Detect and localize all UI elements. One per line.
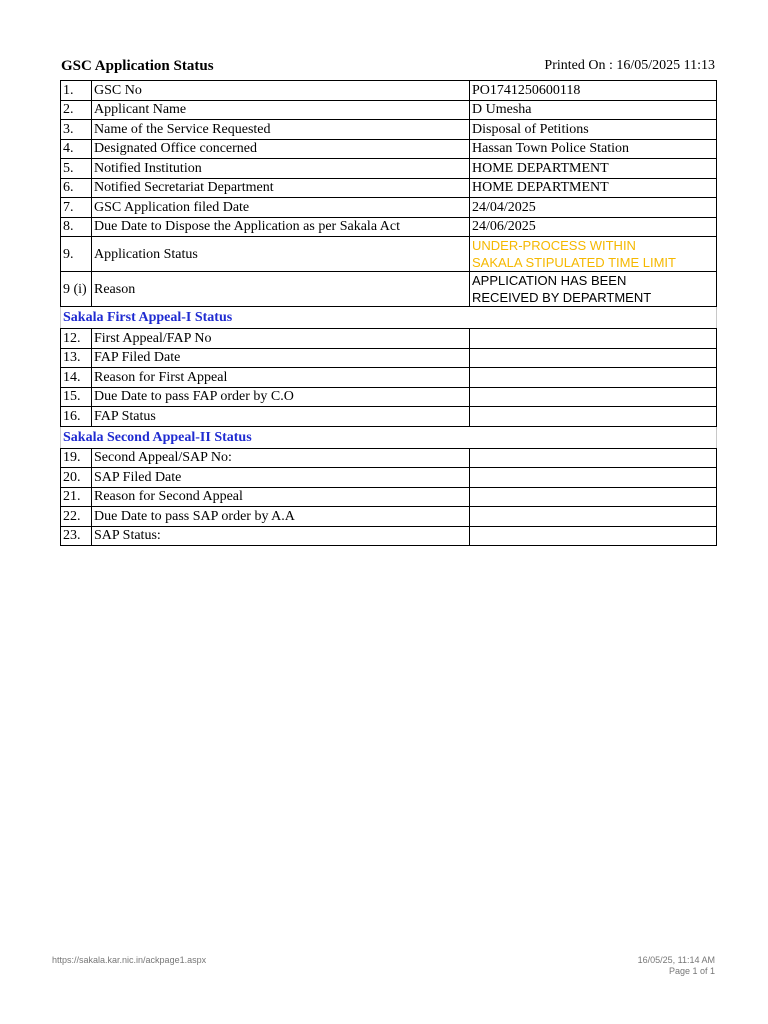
row-value: [470, 329, 717, 349]
row-number: 12.: [61, 329, 92, 349]
table-row: [61, 329, 717, 349]
table-row: [61, 368, 717, 388]
row-label: Due Date to Dispose the Application as per Sakala Act: [92, 217, 470, 237]
row-label: Reason: [92, 272, 470, 307]
table-row: [61, 487, 717, 507]
row-label: SAP Filed Date: [92, 468, 470, 488]
section-row: [61, 426, 717, 448]
row-label: Reason for Second Appeal: [92, 487, 470, 507]
row-value: [470, 526, 717, 546]
row-value: D Umesha: [470, 100, 717, 120]
document-header: [61, 58, 715, 78]
row-number: 19.: [61, 448, 92, 468]
table-row: [61, 387, 717, 407]
row-label: Due Date to pass SAP order by A.A: [92, 507, 470, 527]
row-value: PO1741250600118: [470, 81, 717, 101]
row-value: [470, 387, 717, 407]
row-label: Name of the Service Requested: [92, 120, 470, 140]
row-number: 16.: [61, 407, 92, 427]
row-value: 24/04/2025: [470, 198, 717, 218]
row-number: 2.: [61, 100, 92, 120]
table-row: [61, 217, 717, 237]
row-number: 14.: [61, 368, 92, 388]
row-label: Applicant Name: [92, 100, 470, 120]
row-label: Designated Office concerned: [92, 139, 470, 159]
table-row: [61, 407, 717, 427]
row-value: Hassan Town Police Station: [470, 139, 717, 159]
row-value: [470, 448, 717, 468]
row-label: GSC Application filed Date: [92, 198, 470, 218]
table-row: [61, 198, 717, 218]
row-number: 3.: [61, 120, 92, 140]
row-label: FAP Filed Date: [92, 348, 470, 368]
row-label: Application Status: [92, 237, 470, 272]
table-row: [61, 237, 717, 272]
row-value: HOME DEPARTMENT: [470, 159, 717, 179]
row-label: Due Date to pass FAP order by C.O: [92, 387, 470, 407]
row-number: 21.: [61, 487, 92, 507]
row-number: 4.: [61, 139, 92, 159]
row-label: SAP Status:: [92, 526, 470, 546]
row-label: FAP Status: [92, 407, 470, 427]
table-row: [61, 81, 717, 101]
row-label: Notified Secretariat Department: [92, 178, 470, 198]
row-value: [470, 487, 717, 507]
footer-datetime: 16/05/25, 11:14 AM: [637, 955, 715, 965]
table-row: [61, 159, 717, 179]
table-row: [61, 468, 717, 488]
reason-value: [470, 272, 717, 307]
table-row: [61, 272, 717, 307]
table-row: [61, 526, 717, 546]
row-label: GSC No: [92, 81, 470, 101]
footer-meta: [638, 955, 715, 977]
row-label: Reason for First Appeal: [92, 368, 470, 388]
row-number: 7.: [61, 198, 92, 218]
row-value: [470, 468, 717, 488]
table-row: [61, 448, 717, 468]
printed-on-timestamp: Printed On : 16/05/2025 11:13: [544, 58, 715, 73]
table-row: [61, 178, 717, 198]
table-row: [61, 100, 717, 120]
table-row: [61, 120, 717, 140]
table-row: [61, 507, 717, 527]
footer-url: https://sakala.kar.nic.in/ackpage1.aspx: [52, 955, 207, 965]
status-line-2: SAKALA STIPULATED TIME LIMIT: [472, 255, 676, 270]
status-line-1: UNDER-PROCESS WITHIN: [472, 238, 636, 253]
row-value: [470, 507, 717, 527]
row-label: Second Appeal/SAP No:: [92, 448, 470, 468]
application-status-value: [470, 237, 717, 272]
section-row: [61, 307, 717, 329]
row-number: 15.: [61, 387, 92, 407]
footer-page-number: Page 1 of 1: [668, 966, 715, 976]
row-number: 20.: [61, 468, 92, 488]
row-value: [470, 407, 717, 427]
first-appeal-heading: Sakala First Appeal-I Status: [61, 307, 717, 329]
page-title: GSC Application Status: [61, 58, 214, 74]
row-number: 9.: [61, 237, 92, 272]
row-number: 6.: [61, 178, 92, 198]
second-appeal-heading: Sakala Second Appeal-II Status: [61, 426, 717, 448]
row-number: 22.: [61, 507, 92, 527]
reason-line-1: APPLICATION HAS BEEN: [472, 273, 627, 288]
row-number: 5.: [61, 159, 92, 179]
row-value: [470, 348, 717, 368]
table-row: [61, 348, 717, 368]
row-value: [470, 368, 717, 388]
row-number: 8.: [61, 217, 92, 237]
row-label: Notified Institution: [92, 159, 470, 179]
row-number: 13.: [61, 348, 92, 368]
row-number: 1.: [61, 81, 92, 101]
table-row: [61, 139, 717, 159]
application-status-table: [60, 80, 717, 546]
row-number: 9 (i): [61, 272, 92, 307]
reason-line-2: RECEIVED BY DEPARTMENT: [472, 290, 652, 305]
row-value: HOME DEPARTMENT: [470, 178, 717, 198]
row-number: 23.: [61, 526, 92, 546]
row-value: 24/06/2025: [470, 217, 717, 237]
row-label: First Appeal/FAP No: [92, 329, 470, 349]
row-value: Disposal of Petitions: [470, 120, 717, 140]
